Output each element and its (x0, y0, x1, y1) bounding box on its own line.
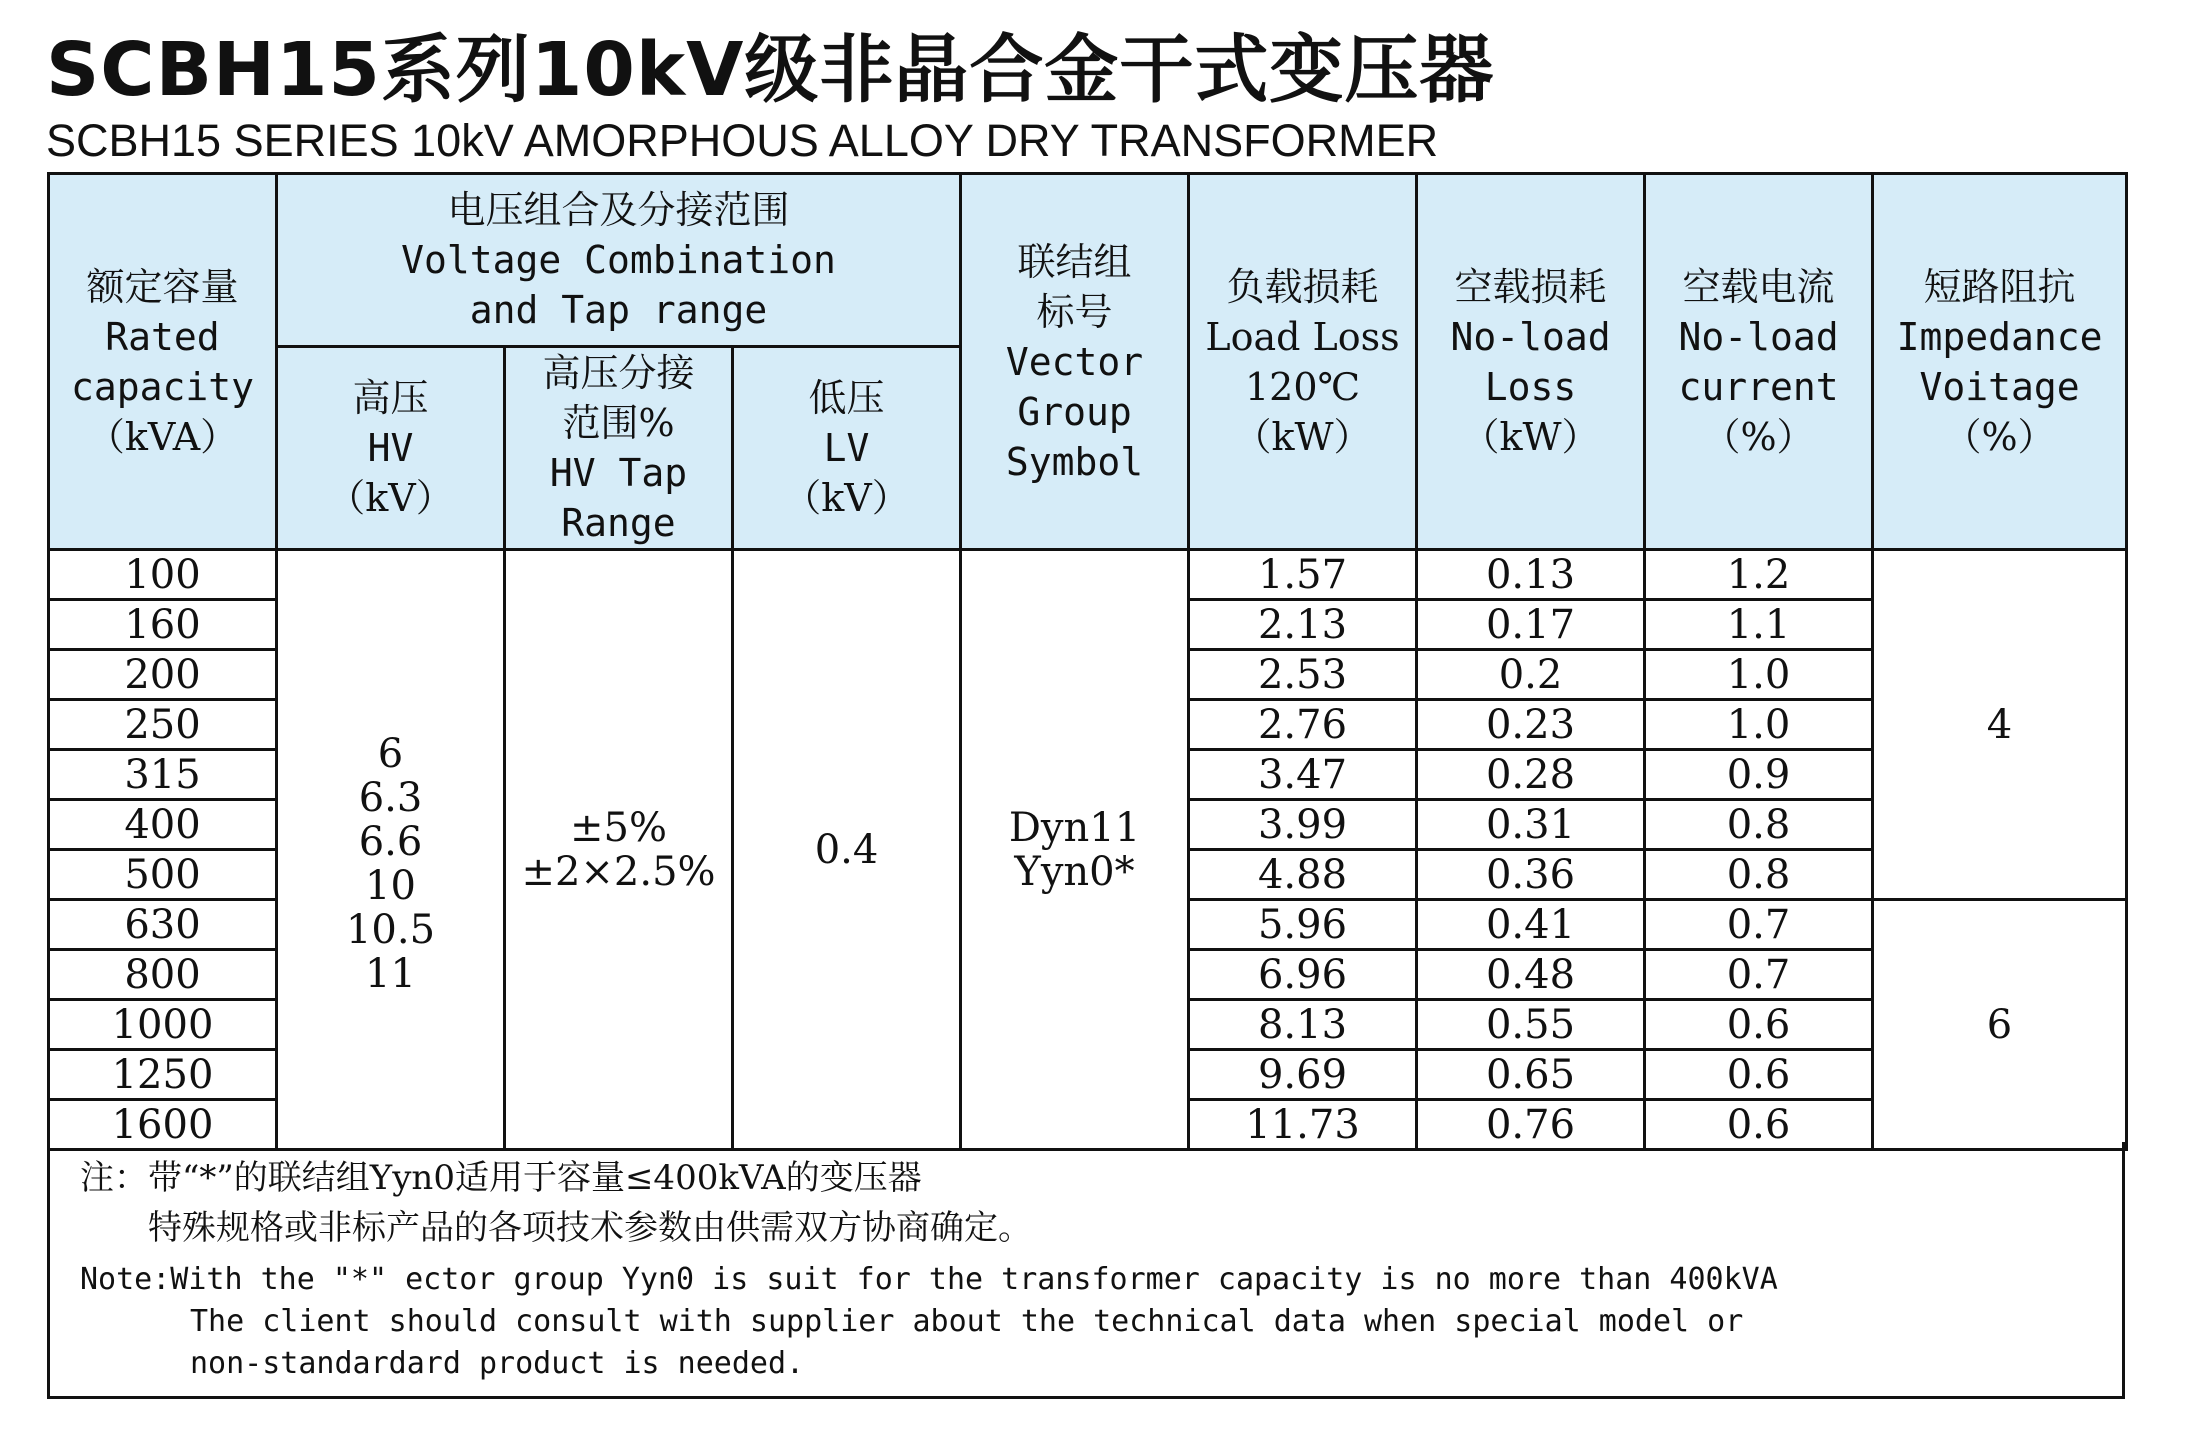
header-vector-cn-1: 联结组 (1017, 239, 1132, 284)
noload-current-cell: 1.0 (1645, 650, 1873, 700)
noload-loss-cell: 0.76 (1417, 1100, 1645, 1150)
noload-current-cell: 1.2 (1645, 550, 1873, 600)
header-noload-loss-en-2: Loss (1484, 364, 1577, 409)
header-vector-en-1: Vector (1005, 339, 1144, 384)
header-lv-cn: 低压 (808, 376, 885, 420)
spec-table-body (49, 174, 2127, 1150)
spec-table (47, 172, 2128, 1151)
header-hv-cn: 高压 (352, 376, 429, 420)
header-voltage-group (277, 174, 961, 347)
header-capacity-unit: （kVA） (86, 414, 239, 459)
capacity-cell: 800 (49, 950, 277, 1000)
load-loss-cell: 8.13 (1189, 1000, 1417, 1050)
noload-loss-cell: 0.17 (1417, 600, 1645, 650)
header-voltage-group-cn: 电压组合及分接范围 (447, 188, 790, 232)
header-noload-current-unit: （%） (1702, 414, 1815, 459)
header-hv-en: HV (367, 426, 414, 470)
noload-current-cell: 0.6 (1645, 1000, 1873, 1050)
header-capacity-en-1: Rated (105, 314, 220, 359)
header-hv-tap-en-1: HV Tap (549, 451, 688, 495)
noload-loss-cell: 0.36 (1417, 850, 1645, 900)
noload-current-cell: 0.8 (1645, 850, 1873, 900)
capacity-cell: 200 (49, 650, 277, 700)
header-noload-current-en-1: No-load (1678, 314, 1839, 359)
noload-loss-cell: 0.48 (1417, 950, 1645, 1000)
hv-values-cell (277, 550, 505, 1150)
table-row (49, 550, 2127, 600)
noload-current-cell: 0.9 (1645, 750, 1873, 800)
header-lv-en: LV (823, 426, 870, 470)
capacity-cell: 500 (49, 850, 277, 900)
capacity-cell: 400 (49, 800, 277, 850)
header-noload-current (1645, 174, 1873, 550)
load-loss-cell: 3.99 (1189, 800, 1417, 850)
capacity-cell: 100 (49, 550, 277, 600)
header-capacity (49, 174, 277, 550)
header-noload-loss-en-1: No-load (1450, 314, 1611, 359)
notes-box (47, 1142, 2125, 1399)
capacity-cell: 160 (49, 600, 277, 650)
hv-value-4: 10 (365, 862, 416, 909)
noload-current-cell: 0.7 (1645, 900, 1873, 950)
header-capacity-cn: 额定容量 (86, 264, 239, 309)
header-hv-tap-cn-1: 高压分接 (542, 351, 695, 395)
capacity-cell: 1000 (49, 1000, 277, 1050)
load-loss-cell: 1.57 (1189, 550, 1417, 600)
note-cn-2: 特殊规格或非标产品的各项技术参数由供需双方协商确定。 (148, 1208, 1032, 1248)
capacity-cell: 315 (49, 750, 277, 800)
header-hv-tap-en-2: Range (561, 501, 676, 545)
hv-value-3: 6.6 (358, 818, 423, 865)
header-vector-en-2: Group (1017, 389, 1132, 434)
noload-current-cell: 0.7 (1645, 950, 1873, 1000)
hv-value-5: 10.5 (345, 906, 436, 953)
noload-current-cell: 1.0 (1645, 700, 1873, 750)
impedance-cell-1: 4 (1873, 550, 2127, 900)
capacity-cell: 630 (49, 900, 277, 950)
capacity-cell: 1600 (49, 1100, 277, 1150)
load-loss-cell: 5.96 (1189, 900, 1417, 950)
noload-current-cell: 0.6 (1645, 1100, 1873, 1150)
header-impedance-unit: （%） (1943, 414, 2056, 459)
header-lv-unit: （kV） (783, 476, 910, 520)
noload-current-cell: 0.8 (1645, 800, 1873, 850)
header-hv (277, 347, 505, 550)
note-en-2: The client should consult with supplier about the technical data when special model or (190, 1304, 1744, 1339)
noload-loss-cell: 0.2 (1417, 650, 1645, 700)
load-loss-cell: 4.88 (1189, 850, 1417, 900)
page-title: SCBH15系列10kV级非晶合金干式变压器 (46, 27, 1495, 113)
header-noload-current-en-2: current (1678, 364, 1839, 409)
header-lv (733, 347, 961, 550)
header-noload-loss (1417, 174, 1645, 550)
header-noload-loss-unit: （kW） (1461, 414, 1600, 459)
header-load-loss-unit: （kW） (1233, 414, 1372, 459)
header-vector-cn-2: 标号 (1036, 289, 1113, 334)
header-vector-en-3: Symbol (1005, 439, 1144, 484)
noload-loss-cell: 0.41 (1417, 900, 1645, 950)
header-hv-unit: （kV） (327, 476, 454, 520)
load-loss-cell: 3.47 (1189, 750, 1417, 800)
lv-cell: 0.4 (733, 550, 961, 1150)
note-cn-1: 注：带“*”的联结组Yyn0适用于容量≤400kVA的变压器 (80, 1158, 922, 1198)
hv-value-6: 11 (365, 950, 416, 997)
load-loss-cell: 2.13 (1189, 600, 1417, 650)
note-en-1: Note:With the "*" ector group Yyn0 is suit for the transformer capacity is no more than 400kVA (80, 1262, 1778, 1297)
vector-cell (961, 550, 1189, 1150)
hv-tap-cell (505, 550, 733, 1150)
page-subtitle: SCBH15 SERIES 10kV AMORPHOUS ALLOY DRY TRANSFORMER (46, 115, 1439, 166)
noload-current-cell: 1.1 (1645, 600, 1873, 650)
impedance-cell-2: 6 (1873, 900, 2127, 1150)
capacity-cell: 250 (49, 700, 277, 750)
header-load-loss (1189, 174, 1417, 550)
header-voltage-group-en-1: Voltage Combination (401, 238, 836, 282)
noload-loss-cell: 0.65 (1417, 1050, 1645, 1100)
header-load-loss-en: Load Loss (1205, 314, 1400, 359)
hv-tap-value-1: ±5% (570, 804, 667, 851)
noload-current-cell: 0.6 (1645, 1050, 1873, 1100)
noload-loss-cell: 0.31 (1417, 800, 1645, 850)
hv-value-1: 6 (377, 730, 404, 777)
header-impedance (1873, 174, 2127, 550)
vector-value-1: Dyn11 (1008, 804, 1141, 851)
header-impedance-cn: 短路阻抗 (1923, 264, 2076, 309)
header-voltage-group-en-2: and Tap range (469, 288, 768, 332)
load-loss-cell: 2.53 (1189, 650, 1417, 700)
header-hv-tap (505, 347, 733, 550)
header-load-loss-cn: 负载损耗 (1226, 264, 1379, 309)
vector-value-2: Yyn0* (1014, 848, 1135, 895)
noload-loss-cell: 0.13 (1417, 550, 1645, 600)
noload-loss-cell: 0.23 (1417, 700, 1645, 750)
header-load-loss-temp: 120℃ (1244, 364, 1361, 409)
header-capacity-en-2: capacity (70, 364, 255, 409)
load-loss-cell: 9.69 (1189, 1050, 1417, 1100)
load-loss-cell: 11.73 (1189, 1100, 1417, 1150)
header-noload-current-cn: 空载电流 (1682, 264, 1835, 309)
hv-value-2: 6.3 (358, 774, 423, 821)
header-noload-loss-cn: 空载损耗 (1454, 264, 1607, 309)
noload-loss-cell: 0.55 (1417, 1000, 1645, 1050)
load-loss-cell: 6.96 (1189, 950, 1417, 1000)
header-hv-tap-cn-2: 范围% (562, 401, 675, 445)
hv-tap-value-2: ±2×2.5% (521, 848, 716, 895)
header-impedance-en-2: Voitage (1919, 364, 2080, 409)
header-impedance-en-1: Impedance (1896, 314, 2103, 359)
load-loss-cell: 2.76 (1189, 700, 1417, 750)
note-en-3: non-standardard product is needed. (190, 1346, 805, 1381)
capacity-cell: 1250 (49, 1050, 277, 1100)
noload-loss-cell: 0.28 (1417, 750, 1645, 800)
header-vector (961, 174, 1189, 550)
